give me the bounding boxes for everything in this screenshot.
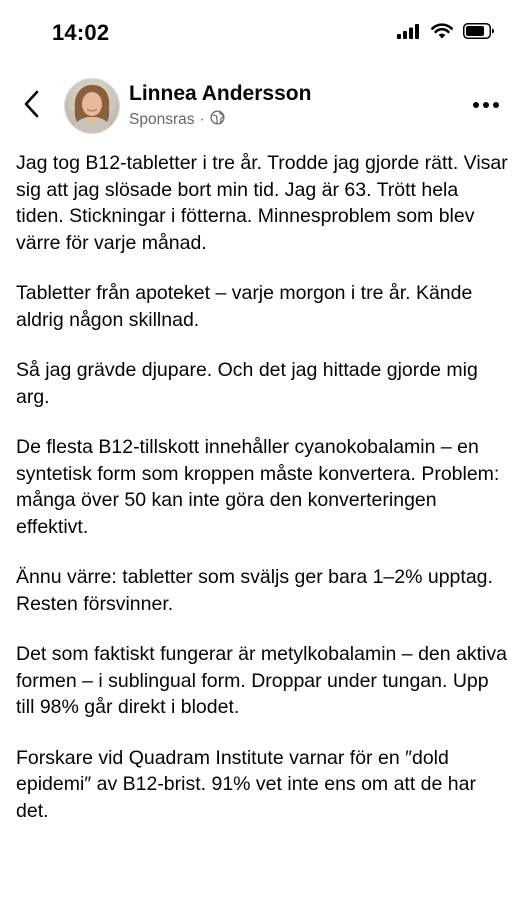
chevron-left-icon (22, 89, 42, 119)
status-time: 14:02 (52, 20, 110, 45)
globe-icon[interactable] (210, 110, 225, 130)
battery-icon (463, 23, 495, 44)
author-name[interactable]: Linnea Andersson (129, 82, 312, 105)
sponsored-label[interactable]: Sponsras (129, 111, 195, 128)
post-paragraph: De flesta B12-tillskott innehåller cyanokobalamin – en syntetisk form som kroppen måste konvertera. Problem: många över 50 kan inte göra den konverteringen effektivt. (16, 436, 500, 538)
post-paragraph: Tabletter från apoteket – varje morgon i tre år. Kände aldrig någon skillnad. (16, 282, 473, 331)
cellular-signal-icon (397, 23, 421, 44)
status-icons (397, 23, 495, 44)
post-header (0, 70, 521, 142)
wifi-icon (431, 23, 453, 44)
post-paragraph: Ännu värre: tabletter som sväljs ger bara 1–2% upptag. Resten försvinner. (16, 566, 493, 615)
more-options-button[interactable] (469, 90, 503, 120)
post-paragraph: Det som faktiskt fungerar är metylkobalamin – den aktiva formen – i sublingual form. Droppar under tungan. Upp till 98% går direkt i blodet. (16, 643, 507, 718)
post-paragraph: Jag tog B12-tabletter i tre år. Trodde jag gjorde rätt. Visar sig att jag slösade bort min tid. Jag är 63. Trött hela tiden. Stickningar i fötterna. Minnesproblem som blev värre för varje månad. (16, 152, 508, 254)
post-meta (129, 110, 225, 130)
post-paragraph: Så jag grävde djupare. Och det jag hittade gjorde mig arg. (16, 359, 478, 408)
post-paragraph: Forskare vid Quadram Institute varnar för en ″dold epidemi″ av B12-brist. 91% vet inte ens om att de har det. (16, 746, 476, 822)
avatar[interactable] (64, 78, 120, 134)
meta-separator: · (199, 111, 205, 128)
back-button[interactable] (14, 86, 50, 122)
more-horizontal-icon (472, 101, 500, 109)
status-bar (0, 0, 521, 62)
post-body (16, 150, 510, 848)
